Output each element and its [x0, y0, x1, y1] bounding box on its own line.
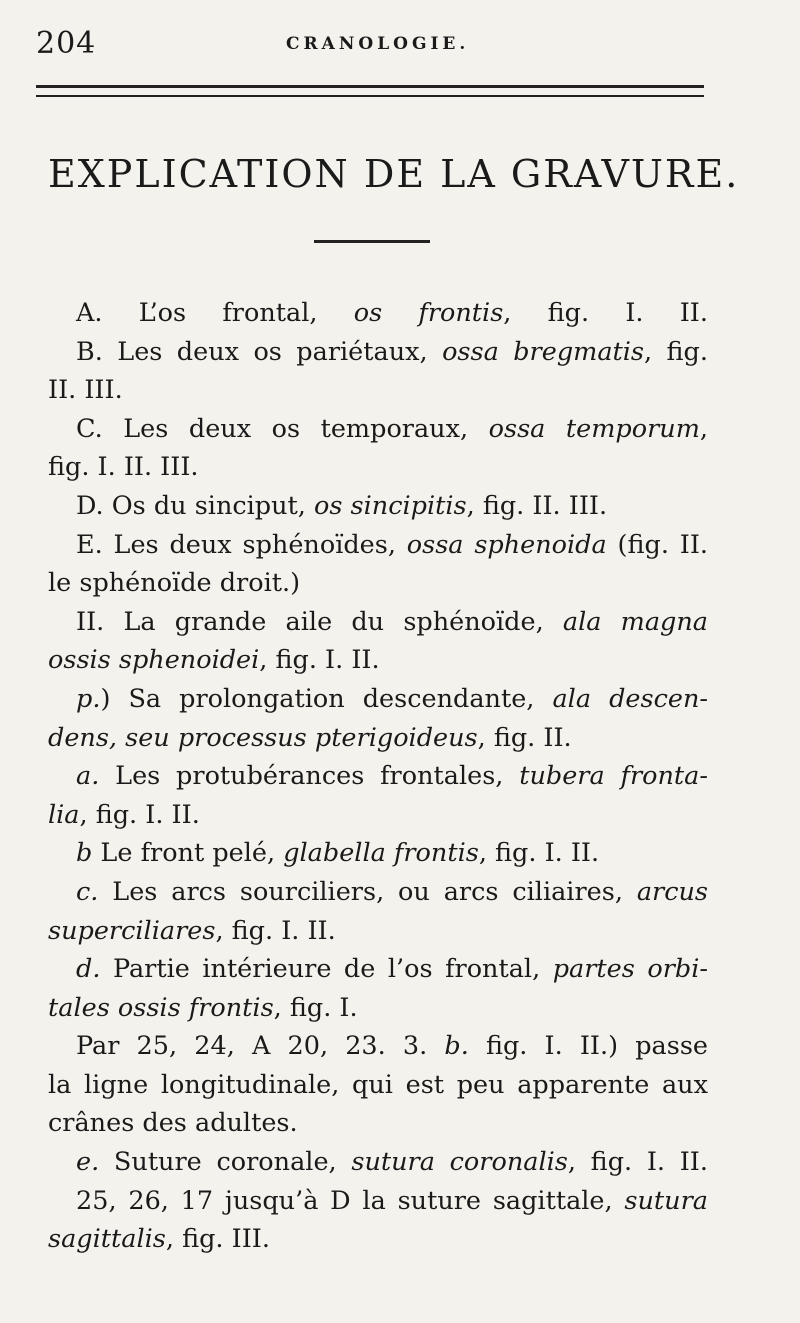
text-line: d. Partie intérieure de l’os frontal, partes orbi- — [76, 954, 708, 985]
text-line: A. L’os frontal, os frontis, fig. I. II. — [76, 298, 708, 328]
page-number: 204 — [36, 26, 97, 61]
text-line: dens, seu processus pterigoideus, fig. II. — [48, 722, 572, 753]
text-line: e. Suture coronale, sutura coronalis, fig. I. II. — [76, 1147, 708, 1178]
text-line: sagittalis, fig. III. — [48, 1224, 270, 1255]
page-header — [36, 26, 704, 62]
text-line: la ligne longitudinale, qui est peu apparente aux — [48, 1069, 708, 1100]
text-line: le sphénoïde droit.) — [48, 568, 301, 599]
text-line: C. Les deux os temporaux, ossa temporum, — [76, 413, 708, 444]
header-rule-thick — [36, 85, 704, 88]
text-line: fig. I. II. III. — [48, 452, 199, 483]
text-line: crânes des adultes. — [48, 1108, 298, 1139]
text-line: p.) Sa prolongation descendante, ala descen- — [76, 683, 708, 714]
text-line: 25, 26, 17 jusqu’à D la suture sagittale, sutura — [76, 1185, 708, 1216]
text-line: superciliares, fig. I. II. — [48, 915, 336, 946]
text-line: tales ossis frontis, fig. I. — [48, 992, 358, 1023]
text-line: E. Les deux sphénoïdes, ossa sphenoida (fig. II. — [76, 529, 708, 560]
text-line: II. La grande aile du sphénoïde, ala magna — [76, 606, 709, 637]
text-line: II. III. — [48, 375, 123, 406]
text-line: D. Os du sinciput, os sincipitis, fig. II. III. — [76, 490, 608, 521]
header-rule-thin — [36, 95, 704, 97]
title-divider — [314, 240, 430, 243]
text-line: b Le front pelé, glabella frontis, fig. I. II. — [76, 838, 600, 869]
section-title: EXPLICATION DE LA GRAVURE. — [48, 152, 740, 196]
text-line: c. Les arcs sourciliers, ou arcs ciliaires, arcus — [76, 876, 708, 907]
text-line: a. Les protubérances frontales, tubera fronta- — [76, 761, 708, 792]
text-line: ossis sphenoidei, fig. I. II. — [48, 645, 380, 676]
text-line: lia, fig. I. II. — [48, 799, 200, 830]
body-text — [48, 294, 708, 1259]
running-title: CRANOLOGIE. — [286, 34, 470, 54]
text-line: Par 25, 24, A 20, 23. 3. b. fig. I. II.) passe — [76, 1031, 708, 1062]
text-line: B. Les deux os pariétaux, ossa bregmatis, fig. — [76, 336, 708, 367]
